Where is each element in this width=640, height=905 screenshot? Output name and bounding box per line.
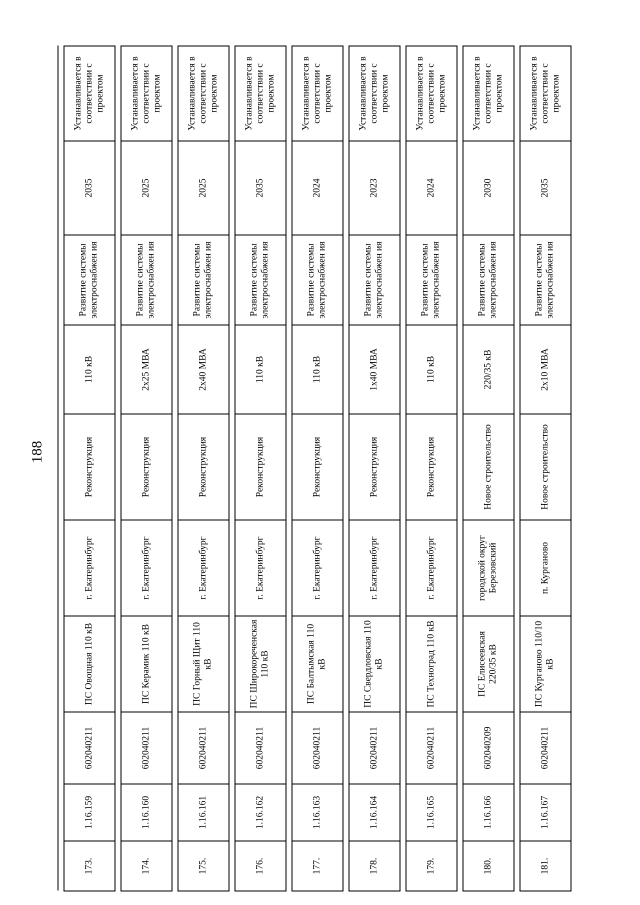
object-name-cell: ПС Свердловская 110 кВ [349, 616, 400, 712]
purpose-cell: Развитие системы электроснабжен ия [406, 235, 457, 325]
object-name-cell: ПС Горный Щит 110 кВ [178, 616, 229, 712]
object-name-cell: ПС Балтымская 110 кВ [292, 616, 343, 712]
table-row [64, 46, 115, 891]
work-type-cell: Реконструкция [121, 414, 172, 520]
work-type-cell: Реконструкция [292, 414, 343, 520]
location-cell: г. Екатеринбург [121, 520, 172, 616]
purpose-cell: Развитие системы электроснабжен ия [235, 235, 286, 325]
location-cell: п. Курганово [520, 520, 571, 616]
row-number-cell: 173. [64, 841, 115, 891]
year-cell: 2030 [463, 141, 514, 235]
location-cell: г. Екатеринбург [64, 520, 115, 616]
row-number-cell: 176. [235, 841, 286, 891]
work-type-cell: Новое строительство [520, 414, 571, 520]
capacity-cell: 220/35 кВ [463, 325, 514, 414]
work-type-cell: Реконструкция [349, 414, 400, 520]
purpose-cell: Развитие системы электроснабжен ия [463, 235, 514, 325]
year-cell: 2024 [406, 141, 457, 235]
object-id-cell: 602040211 [64, 712, 115, 784]
purpose-cell: Развитие системы электроснабжен ия [178, 235, 229, 325]
item-code-cell: 1.16.161 [178, 784, 229, 841]
item-code-cell: 1.16.165 [406, 784, 457, 841]
object-id-cell: 602040211 [349, 712, 400, 784]
object-id-cell: 602040211 [178, 712, 229, 784]
purpose-cell: Развитие системы электроснабжен ия [64, 235, 115, 325]
item-code-cell: 1.16.167 [520, 784, 571, 841]
location-cell: городской округ Березовский [463, 520, 514, 616]
work-type-cell: Реконструкция [406, 414, 457, 520]
capacity-cell: 110 кВ [406, 325, 457, 414]
capacity-cell: 110 кВ [64, 325, 115, 414]
object-name-cell: ПС Техноград 110 кВ [406, 616, 457, 712]
note-cell: Устанавливается в соответствии с проектом [463, 46, 514, 141]
object-id-cell: 602040211 [292, 712, 343, 784]
purpose-cell: Развитие системы электроснабжен ия [520, 235, 571, 325]
note-cell: Устанавливается в соответствии с проектом [349, 46, 400, 141]
location-cell: г. Екатеринбург [349, 520, 400, 616]
object-name-cell: ПС Елисеевская 220/35 кВ [463, 616, 514, 712]
item-code-cell: 1.16.164 [349, 784, 400, 841]
location-cell: г. Екатеринбург [292, 520, 343, 616]
row-number-cell: 178. [349, 841, 400, 891]
row-number-cell: 177. [292, 841, 343, 891]
note-cell: Устанавливается в соответствии с проектом [406, 46, 457, 141]
note-cell: Устанавливается в соответствии с проектом [64, 46, 115, 141]
work-type-cell: Новое строительство [463, 414, 514, 520]
purpose-cell: Развитие системы электроснабжен ия [292, 235, 343, 325]
year-cell: 2025 [121, 141, 172, 235]
row-number-cell: 175. [178, 841, 229, 891]
row-number-cell: 181. [520, 841, 571, 891]
object-id-cell: 602040211 [520, 712, 571, 784]
year-cell: 2035 [520, 141, 571, 235]
table-row [520, 46, 571, 891]
object-name-cell: ПС Керамик 110 кВ [121, 616, 172, 712]
object-id-cell: 602040211 [235, 712, 286, 784]
object-name-cell: ПС Овощная 110 кВ [64, 616, 115, 712]
object-name-cell: ПС Курганово 110/10 кВ [520, 616, 571, 712]
location-cell: г. Екатеринбург [235, 520, 286, 616]
note-cell: Устанавливается в соответствии с проектом [520, 46, 571, 141]
item-code-cell: 1.16.159 [64, 784, 115, 841]
year-cell: 2025 [178, 141, 229, 235]
year-cell: 2023 [349, 141, 400, 235]
table-row [121, 46, 172, 891]
capacity-cell: 110 кВ [292, 325, 343, 414]
table-row [406, 46, 457, 891]
capacity-cell: 2х40 МВА [178, 325, 229, 414]
note-cell: Устанавливается в соответствии с проектом [235, 46, 286, 141]
purpose-cell: Развитие системы электроснабжен ия [121, 235, 172, 325]
item-code-cell: 1.16.160 [121, 784, 172, 841]
page-number: 188 [29, 440, 46, 464]
year-cell: 2024 [292, 141, 343, 235]
location-cell: г. Екатеринбург [178, 520, 229, 616]
item-code-cell: 1.16.162 [235, 784, 286, 841]
object-name-cell: ПС Широкореченская 110 кВ [235, 616, 286, 712]
table-row [349, 46, 400, 891]
row-number-cell: 179. [406, 841, 457, 891]
work-type-cell: Реконструкция [235, 414, 286, 520]
row-number-cell: 174. [121, 841, 172, 891]
purpose-cell: Развитие системы электроснабжен ия [349, 235, 400, 325]
table-container [58, 47, 572, 892]
note-cell: Устанавливается в соответствии с проектом [292, 46, 343, 141]
table-row [292, 46, 343, 891]
note-cell: Устанавливается в соответствии с проектом [121, 46, 172, 141]
capacity-cell: 2х10 МВА [520, 325, 571, 414]
location-cell: г. Екатеринбург [406, 520, 457, 616]
item-code-cell: 1.16.163 [292, 784, 343, 841]
object-id-cell: 602040211 [406, 712, 457, 784]
work-type-cell: Реконструкция [64, 414, 115, 520]
year-cell: 2035 [235, 141, 286, 235]
note-cell: Устанавливается в соответствии с проектом [178, 46, 229, 141]
capacity-cell: 2х25 МВА [121, 325, 172, 414]
capacity-cell: 110 кВ [235, 325, 286, 414]
object-id-cell: 602040211 [121, 712, 172, 784]
object-id-cell: 602040209 [463, 712, 514, 784]
table-row [235, 46, 286, 891]
year-cell: 2035 [64, 141, 115, 235]
table-row [463, 46, 514, 891]
table-row [178, 46, 229, 891]
work-type-cell: Реконструкция [178, 414, 229, 520]
capacity-cell: 1х40 МВА [349, 325, 400, 414]
data-table [58, 46, 572, 892]
item-code-cell: 1.16.166 [463, 784, 514, 841]
row-number-cell: 180. [463, 841, 514, 891]
